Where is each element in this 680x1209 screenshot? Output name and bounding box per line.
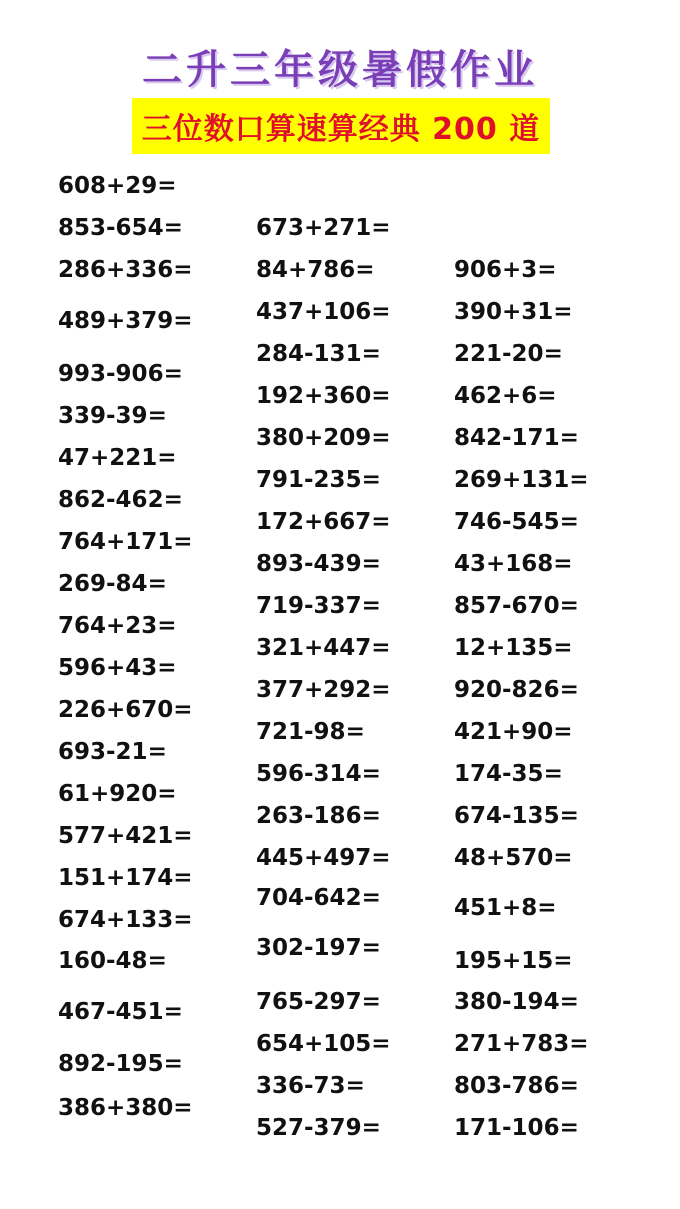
equation: 857-670=: [454, 593, 579, 619]
equation: 271+783=: [454, 1031, 589, 1057]
equation: 151+174=: [58, 865, 193, 891]
equation: 527-379=: [256, 1115, 381, 1141]
equation: 764+23=: [58, 613, 177, 639]
equation: 437+106=: [256, 299, 391, 325]
equation: 596-314=: [256, 761, 381, 787]
equation: 263-186=: [256, 803, 381, 829]
equation: 721-98=: [256, 719, 365, 745]
equation: 380+209=: [256, 425, 391, 451]
equation: 336-73=: [256, 1073, 365, 1099]
equation: 445+497=: [256, 845, 391, 871]
equation: 43+168=: [454, 551, 573, 577]
equation: 719-337=: [256, 593, 381, 619]
equation: 862-462=: [58, 487, 183, 513]
equation: 286+336=: [58, 257, 193, 283]
equation: 172+667=: [256, 509, 391, 535]
equation: 377+292=: [256, 677, 391, 703]
equation: 195+15=: [454, 948, 573, 974]
equation: 462+6=: [454, 383, 557, 409]
equation: 693-21=: [58, 739, 167, 765]
equation: 160-48=: [58, 948, 167, 974]
equation: 226+670=: [58, 697, 193, 723]
equation: 302-197=: [256, 935, 381, 961]
equation: 390+31=: [454, 299, 573, 325]
equation: 174-35=: [454, 761, 563, 787]
equation: 171-106=: [454, 1115, 579, 1141]
equation: 893-439=: [256, 551, 381, 577]
equation: 791-235=: [256, 467, 381, 493]
equation: 12+135=: [454, 635, 573, 661]
equation: 61+920=: [58, 781, 177, 807]
equation: 386+380=: [58, 1095, 193, 1121]
equation: 269+131=: [454, 467, 589, 493]
equation: 746-545=: [454, 509, 579, 535]
equation: 673+271=: [256, 215, 391, 241]
equation: 321+447=: [256, 635, 391, 661]
equation: 892-195=: [58, 1051, 183, 1077]
subtitle-banner: [132, 98, 550, 154]
equation: 906+3=: [454, 257, 557, 283]
equation: 853-654=: [58, 215, 183, 241]
equation: 654+105=: [256, 1031, 391, 1057]
equation: 608+29=: [58, 173, 177, 199]
equation: 221-20=: [454, 341, 563, 367]
equation: 489+379=: [58, 308, 193, 334]
equation: 577+421=: [58, 823, 193, 849]
equation: 84+786=: [256, 257, 375, 283]
equation: 47+221=: [58, 445, 177, 471]
equation: 842-171=: [454, 425, 579, 451]
equation: 451+8=: [454, 895, 557, 921]
equation: 764+171=: [58, 529, 193, 555]
equation: 284-131=: [256, 341, 381, 367]
equation: 674-135=: [454, 803, 579, 829]
equation: 48+570=: [454, 845, 573, 871]
equation: 339-39=: [58, 403, 167, 429]
page-title: 二升三年级暑假作业: [142, 46, 538, 93]
equation: 467-451=: [58, 999, 183, 1025]
equation: 765-297=: [256, 989, 381, 1015]
subtitle-text: 三位数口算速算经典 200 道: [141, 112, 541, 147]
equation: 704-642=: [256, 885, 381, 911]
equation: 674+133=: [58, 907, 193, 933]
equation: 993-906=: [58, 361, 183, 387]
equation: 380-194=: [454, 989, 579, 1015]
equation: 803-786=: [454, 1073, 579, 1099]
equation: 920-826=: [454, 677, 579, 703]
equation: 421+90=: [454, 719, 573, 745]
equation: 192+360=: [256, 383, 391, 409]
equation: 596+43=: [58, 655, 177, 681]
equation: 269-84=: [58, 571, 167, 597]
